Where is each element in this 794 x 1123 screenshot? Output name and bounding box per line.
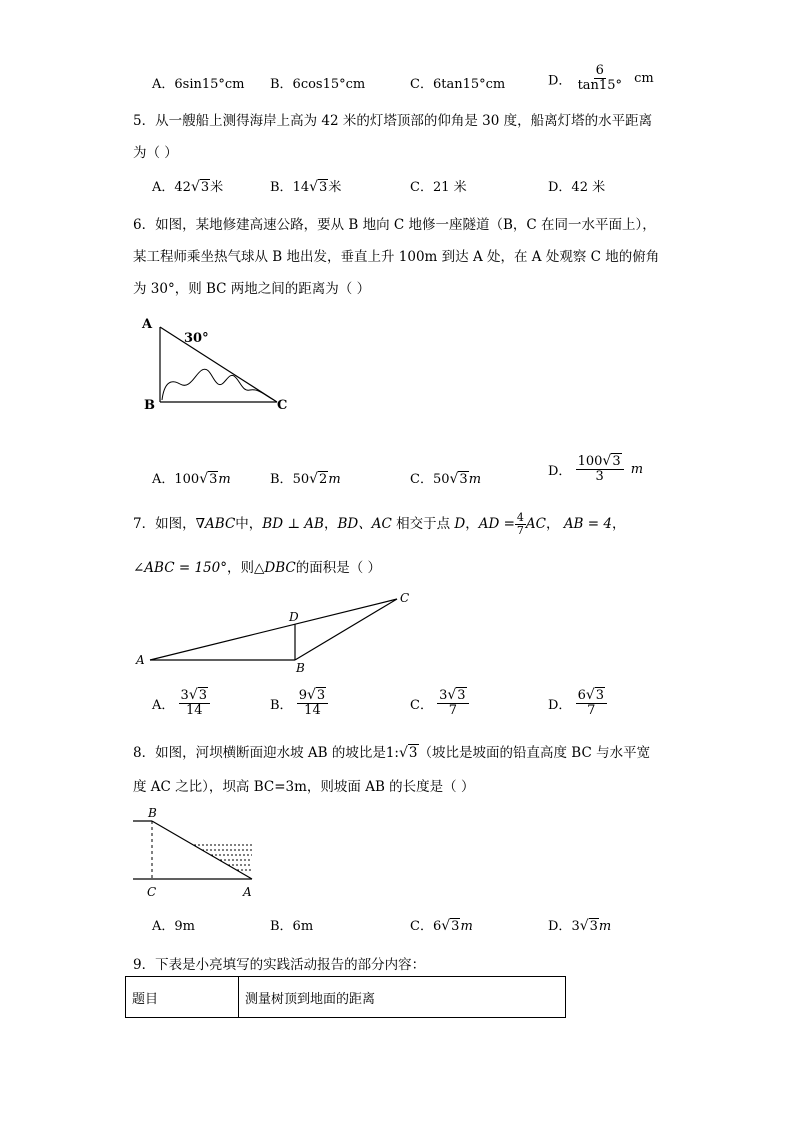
- q7-option-b: [270, 688, 328, 719]
- q8-stem-line1: [133, 741, 650, 761]
- q8-figure-label-a: A: [243, 885, 252, 899]
- q6-stem-line2: 某工程师乘坐热气球从 B 地出发，垂直上升 100m 到达 A 处，在 A 处观察 C 地的俯角: [133, 249, 660, 265]
- q7-fraction-den: 7: [516, 524, 524, 538]
- q6-option-d: [548, 454, 643, 485]
- q5-option-b-coef: 14: [292, 180, 310, 195]
- q8-figure-label-b: B: [148, 806, 157, 820]
- q8-figure: [130, 805, 265, 900]
- q4-option-d-denominator: tan15°: [577, 78, 622, 94]
- q6-figure-angle: 30°: [184, 331, 209, 346]
- q7-figure-label-d: D: [289, 610, 299, 624]
- q8-option-d-unit: m: [598, 919, 612, 934]
- q4-option-c: C．6tan15°cm: [410, 77, 506, 92]
- q7-option-d-radicand: 3: [595, 688, 605, 703]
- q8-text-a: 8．如图，河坝横断面迎水坡 AB 的坡比是: [133, 745, 386, 761]
- q8-text-b: （坡比是坡面的铅直高度 BC 与水平宽: [418, 745, 651, 761]
- q7-text-d: 相交于点: [391, 516, 455, 533]
- q8-option-d-radicand: 3: [589, 919, 598, 934]
- q7-option-c-radicand: 3: [457, 688, 466, 703]
- q7-option-d-fraction: [576, 688, 607, 719]
- q6-figure-label-a: A: [142, 317, 153, 332]
- q4-option-d-numerator: 6: [595, 63, 604, 78]
- q8-option-c: [410, 915, 473, 934]
- q6-option-c-sqrt: √3: [449, 471, 468, 487]
- q8-option-d-label: D．: [548, 919, 572, 934]
- q6-option-d-denominator: 3: [595, 469, 604, 485]
- q5-option-b-label: B．: [270, 180, 293, 195]
- q4-option-b: B．6cos15°cm: [270, 77, 366, 92]
- q7-figure-label-b: B: [296, 661, 305, 675]
- q6-option-a-unit: m: [218, 472, 231, 487]
- q7-figure-label-a: A: [136, 653, 145, 667]
- q7-figure-line-bc: [295, 599, 397, 660]
- q4-option-d-unit: cm: [634, 71, 654, 87]
- q4-option-a: A．6sin15°cm: [152, 77, 245, 92]
- q7-triangle-abc: ∇ABC: [195, 516, 236, 533]
- q6-option-c-label: C．: [410, 472, 433, 487]
- q6-option-c-coef: 50: [432, 472, 450, 487]
- q6-figure-label-b: B: [144, 398, 155, 413]
- q6-figure-label-c: C: [277, 398, 288, 413]
- q7-option-b-num-coef: 9: [298, 688, 307, 703]
- q6-option-b-radicand: 2: [319, 472, 328, 487]
- q5-stem-line1: 5．从一艘船上测得海岸上高为 42 米的灯塔顶部的仰角是 30 度，船离灯塔的水平距离: [133, 113, 653, 129]
- q6-option-b-unit: m: [328, 472, 341, 487]
- q7-option-b-sqrt: √3: [306, 687, 326, 703]
- q8-ratio: 1:: [385, 745, 399, 761]
- q6-option-b-label: B．: [270, 472, 293, 487]
- q7-ac: AC: [525, 516, 547, 533]
- q5-option-b: [270, 176, 341, 195]
- q6-option-c-unit: m: [468, 472, 482, 487]
- q7-option-b-numerator: [297, 688, 328, 704]
- q8-option-b: B．6m: [270, 919, 314, 934]
- q8-option-c-label: C．: [410, 919, 433, 934]
- q8-figure-label-c: C: [147, 885, 157, 899]
- q7-figure-label-c: C: [400, 591, 410, 605]
- q4-option-d: [548, 64, 654, 94]
- q6-stem-line1: 6．如图，某地修建高速公路，要从 B 地向 C 地修一座隧道（B，C 在同一水平面上），: [133, 217, 656, 233]
- q7-option-a-radicand: 3: [198, 688, 208, 703]
- q7-cond-perpendicular: BD ⊥ AB: [262, 516, 324, 533]
- q7-option-c-numerator: [437, 688, 468, 704]
- q7-option-d-label: D．: [548, 697, 572, 713]
- q7-fraction-num: 4: [516, 511, 524, 524]
- q6-stem-line3: 为 30°，则 BC 两地之间的距离为（ ）: [133, 281, 371, 297]
- q7-option-d-sqrt: √3: [585, 687, 605, 703]
- q5-option-a-coef: 42: [174, 180, 191, 195]
- q7-figure-line-ac: [150, 599, 397, 660]
- q8-option-d: [548, 915, 611, 934]
- q6-option-b: [270, 468, 341, 487]
- q7-point-d: D: [454, 516, 466, 533]
- q6-option-a-label: A．: [152, 472, 175, 487]
- q7-option-a-fraction: [179, 688, 210, 719]
- q6-option-a-sqrt: √3: [199, 471, 218, 487]
- q6-option-d-sqrt: √3: [602, 453, 621, 469]
- q8-option-a: A．9m: [152, 919, 195, 934]
- q7-option-c-sqrt: √3: [447, 687, 466, 703]
- q8-option-c-unit: m: [460, 919, 473, 934]
- q8-ratio-radicand: 3: [408, 745, 418, 761]
- q7-angle-expr: ∠ABC = 150°: [133, 560, 227, 576]
- q7-ad-expr: AD =: [478, 516, 515, 533]
- q8-option-d-coef: 3: [571, 919, 580, 934]
- q6-option-a-radicand: 3: [209, 472, 218, 487]
- q5-option-a-radicand: 3: [200, 180, 210, 195]
- q8-option-d-sqrt: √3: [579, 918, 598, 934]
- q6-figure-mountain: [162, 369, 274, 400]
- q7-option-c-num-coef: 3: [439, 688, 448, 703]
- q5-option-b-unit: 米: [328, 180, 342, 195]
- q5-option-a-unit: 米: [210, 180, 224, 195]
- q6-option-b-sqrt: √2: [309, 471, 328, 487]
- q8-option-c-radicand: 3: [451, 919, 460, 934]
- q7-stem-line1: [133, 512, 625, 537]
- q7-option-a-num-coef: 3: [180, 688, 189, 703]
- q9-table-value-cell: 测量树顶到地面的距离: [239, 977, 566, 1018]
- q6-option-a: [152, 468, 231, 487]
- q7-text-f: ，: [546, 516, 560, 533]
- q9-stem-line1: 9．下表是小亮填写的实践活动报告的部分内容：: [133, 957, 426, 973]
- q5-option-c: C．21 米: [410, 180, 467, 195]
- q7-option-d-num-coef: 6: [577, 688, 586, 703]
- q7-option-c-denominator: 7: [448, 703, 457, 719]
- q5-option-d: D．42 米: [548, 180, 606, 195]
- q7-text-c: ，: [323, 516, 338, 533]
- q6-option-b-coef: 50: [292, 472, 310, 487]
- q7-option-a-sqrt: √3: [188, 687, 208, 703]
- q8-figure-water: [194, 845, 252, 870]
- q6-option-d-label: D．: [548, 463, 572, 479]
- q6-option-c-radicand: 3: [459, 472, 468, 487]
- q7-option-c: [410, 688, 469, 719]
- q7-option-a-label: A．: [152, 697, 175, 713]
- q5-option-a-label: A．: [152, 180, 175, 195]
- q6-figure-line-ac: [160, 327, 277, 402]
- q7-option-d-numerator: [576, 688, 607, 704]
- q6-option-d-fraction: [576, 454, 624, 485]
- q6-figure: [140, 312, 300, 417]
- q8-stem-line2: 度 AC 之比），坝高 BC=3m，则坡面 AB 的长度是（ ）: [133, 779, 475, 795]
- q7-text-i: 的面积是（ ）: [295, 560, 381, 576]
- q7-option-c-fraction: [437, 688, 468, 719]
- q4-option-d-label: D．: [548, 73, 572, 89]
- q9-table-header-cell: 题目: [126, 977, 239, 1018]
- q7-figure: [133, 590, 418, 675]
- q6-option-d-radicand: 3: [612, 454, 621, 469]
- q7-cond-lines: BD、AC: [337, 516, 392, 533]
- q7-option-d: [548, 688, 607, 719]
- q7-option-a-numerator: [179, 688, 210, 704]
- q7-ab-expr: AB = 4: [563, 516, 612, 533]
- q7-option-b-fraction: [297, 688, 328, 719]
- q7-option-c-label: C．: [410, 697, 433, 713]
- q4-option-d-fraction: [576, 64, 624, 94]
- q7-option-a: [152, 688, 210, 719]
- q5-option-b-sqrt: √3: [309, 179, 328, 195]
- q7-option-d-denominator: 7: [587, 703, 596, 719]
- q5-option-b-radicand: 3: [319, 180, 328, 195]
- q7-text-g: ，: [611, 516, 626, 533]
- q8-option-c-sqrt: √3: [441, 918, 460, 934]
- q8-option-c-coef: 6: [432, 919, 442, 934]
- q6-option-a-coef: 100: [174, 472, 200, 487]
- q7-option-b-label: B．: [270, 697, 293, 713]
- q7-text-b: 中，: [235, 516, 263, 533]
- q6-option-c: [410, 468, 481, 487]
- q9-report-table: [125, 976, 566, 1018]
- q7-option-b-radicand: 3: [316, 688, 326, 703]
- q7-fraction: [515, 512, 526, 537]
- q6-option-d-numerator: [576, 454, 624, 470]
- q6-option-d-unit: m: [630, 461, 644, 477]
- q8-ratio-sqrt: √3: [398, 745, 418, 761]
- table-row: [126, 977, 566, 1018]
- q5-stem-line2: 为（ ）: [133, 145, 178, 161]
- q5-option-a: [152, 176, 223, 195]
- q7-text-h: ，则: [226, 560, 254, 576]
- q7-text-e: ，: [465, 516, 479, 533]
- q5-option-a-sqrt: √3: [190, 179, 210, 195]
- q7-stem-line2: [133, 556, 381, 576]
- q7-option-b-denominator: 14: [304, 703, 321, 719]
- q6-option-d-num-coef: 100: [577, 454, 603, 469]
- q7-triangle-dbc: △DBC: [253, 560, 296, 576]
- q7-text-a: 7．如图，: [133, 516, 196, 533]
- q7-option-a-denominator: 14: [186, 703, 203, 719]
